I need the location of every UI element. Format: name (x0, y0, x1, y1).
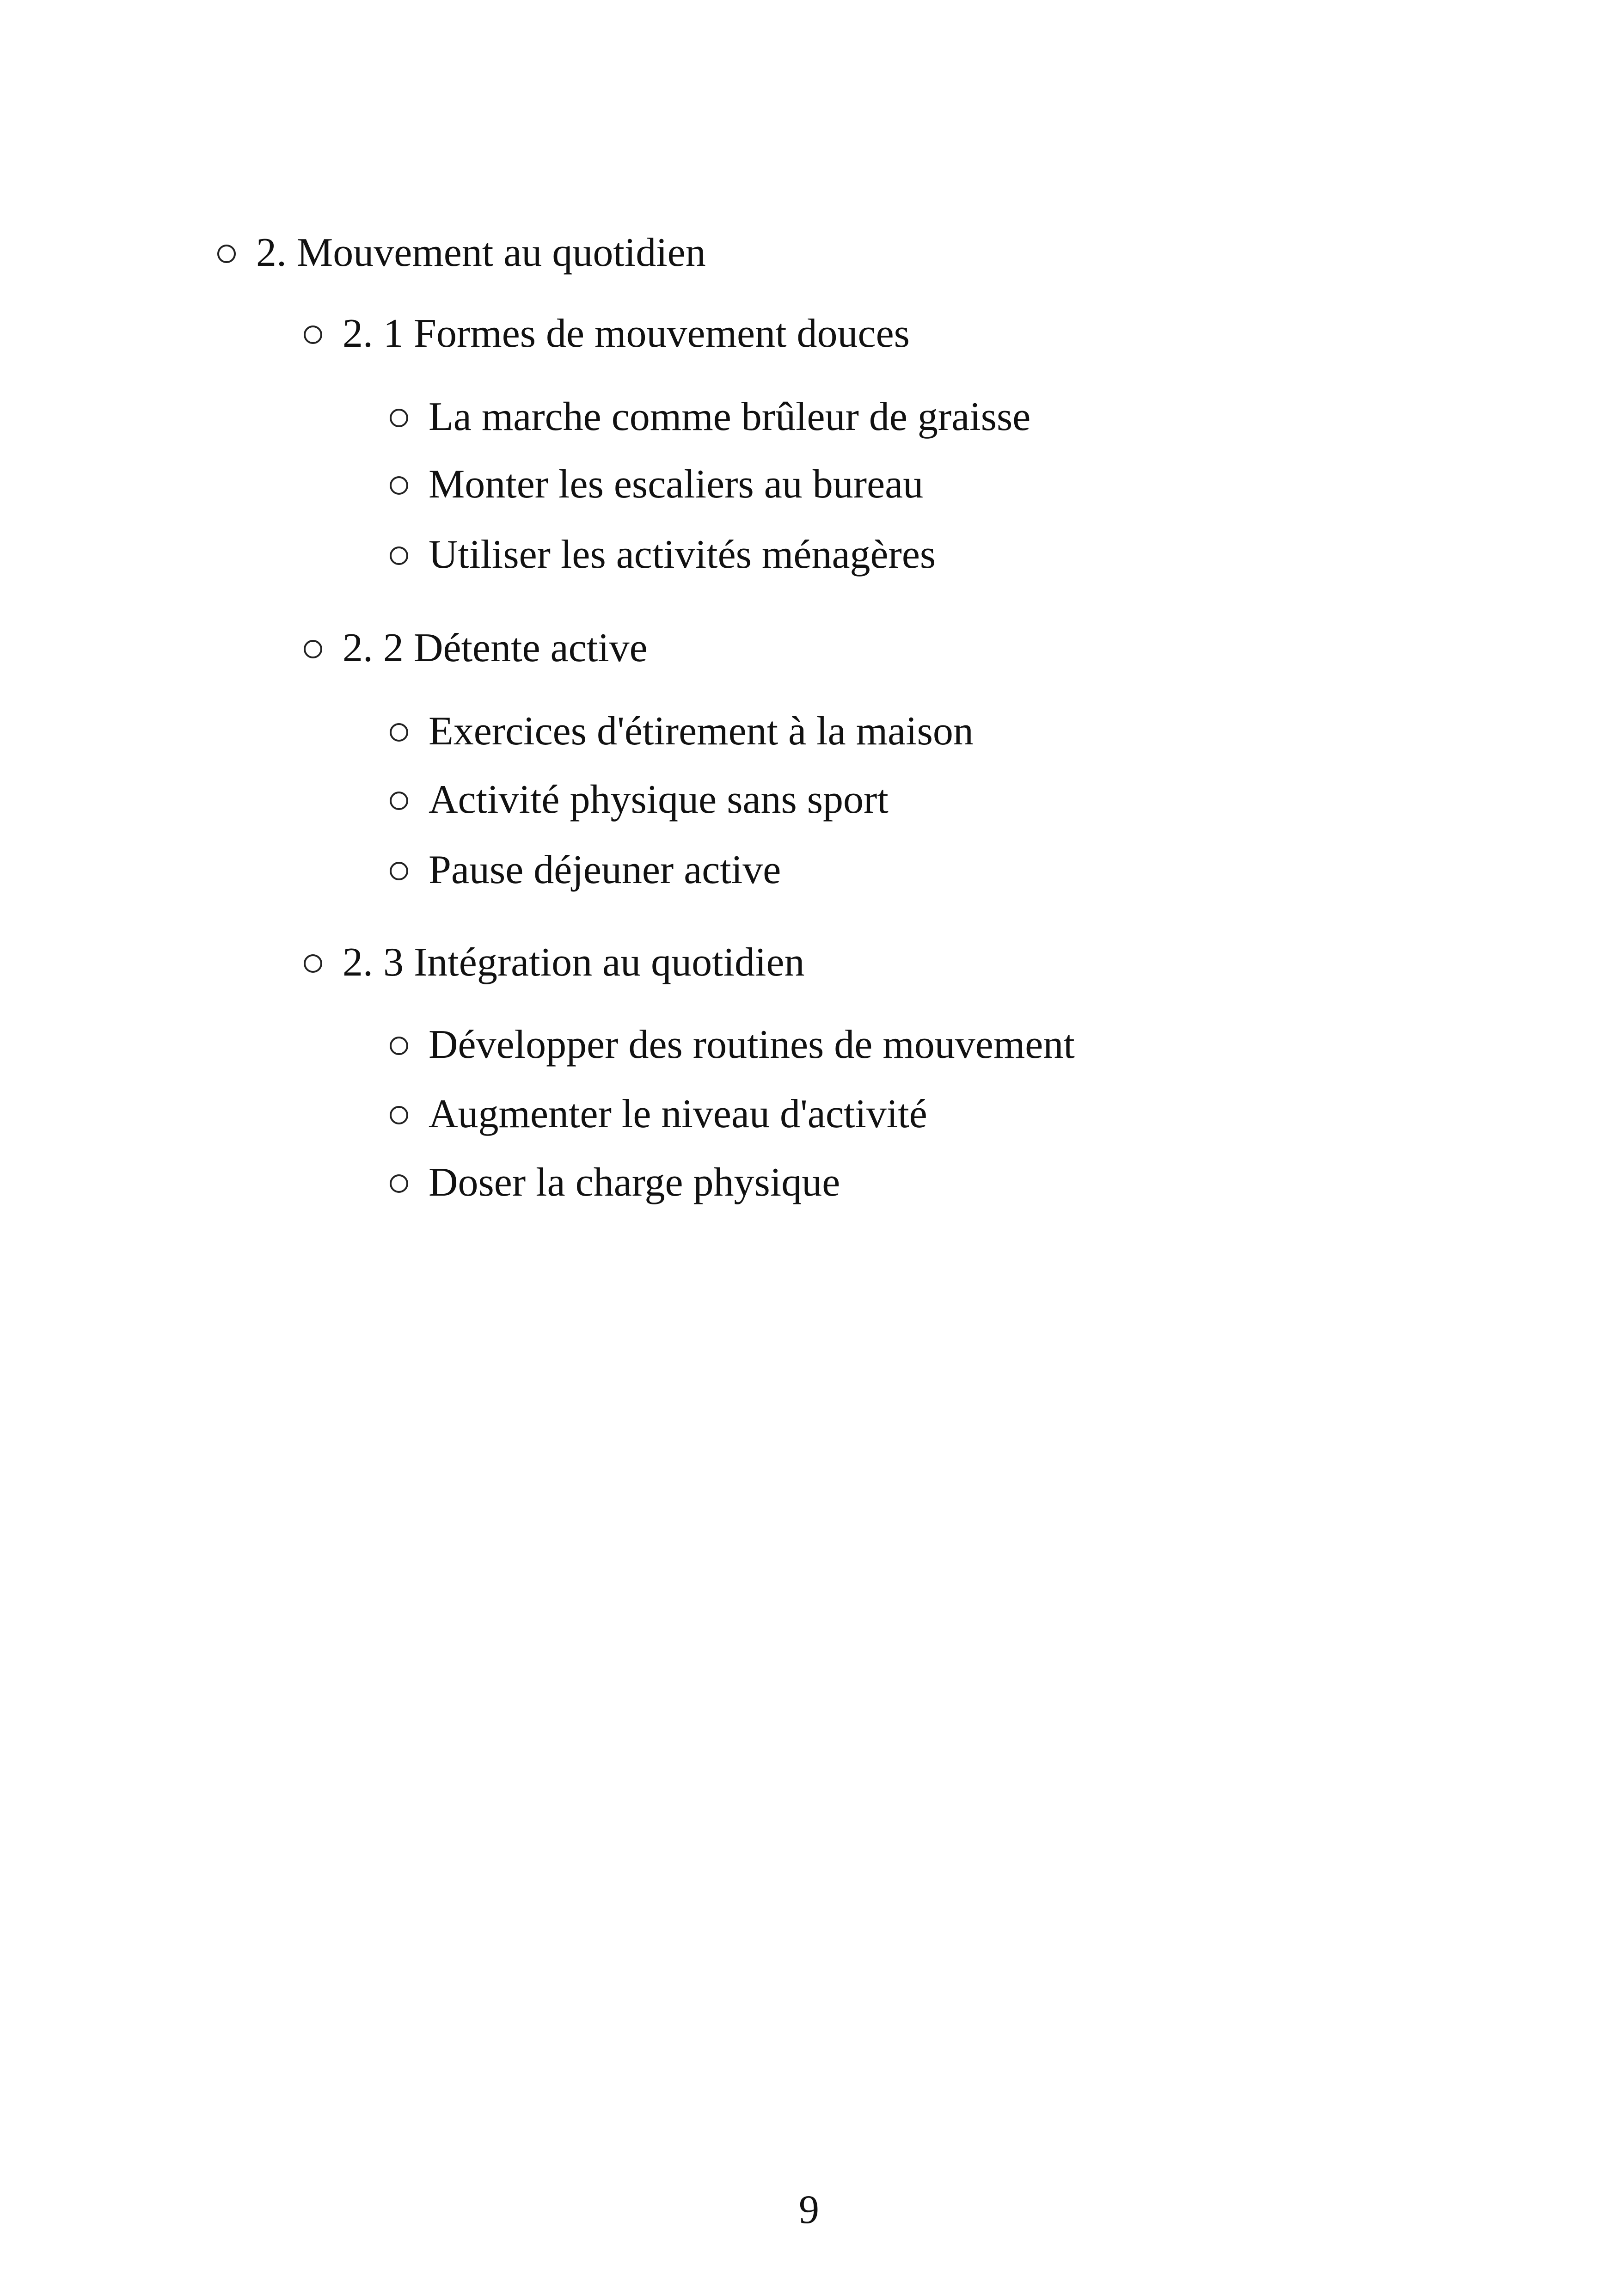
outline-item (390, 394, 1030, 440)
item-text: Utiliser les activités ménagères (429, 532, 936, 577)
circle-bullet-icon (304, 640, 322, 658)
item-text: Doser la charge physique (429, 1160, 840, 1205)
item-text: Monter les escaliers au bureau (429, 462, 924, 507)
circle-bullet-icon (390, 546, 408, 565)
circle-bullet-icon (390, 409, 408, 427)
subsection-title: 2. 1 Formes de mouvement douces (343, 311, 910, 356)
outline-subsection (304, 311, 910, 357)
outline-item (390, 461, 923, 508)
outline-item (390, 1022, 1075, 1068)
section-title: 2. Mouvement au quotidien (256, 230, 706, 275)
outline-section (217, 230, 706, 276)
circle-bullet-icon (390, 792, 408, 810)
circle-bullet-icon (390, 1174, 408, 1193)
outline-item (390, 708, 974, 755)
circle-bullet-icon (390, 1106, 408, 1124)
outline-subsection (304, 625, 648, 671)
outline-subsection (304, 939, 805, 986)
outline-item (390, 777, 889, 823)
circle-bullet-icon (304, 954, 322, 973)
circle-bullet-icon (304, 325, 322, 344)
item-text: Activité physique sans sport (429, 777, 889, 822)
outline-item (390, 847, 781, 893)
outline-item (390, 532, 936, 578)
item-text: Exercices d'étirement à la maison (429, 709, 974, 754)
subsection-title: 2. 2 Détente active (343, 626, 648, 670)
circle-bullet-icon (390, 476, 408, 495)
circle-bullet-icon (390, 862, 408, 880)
circle-bullet-icon (390, 723, 408, 742)
item-text: Développer des routines de mouvement (429, 1022, 1075, 1067)
subsection-title: 2. 3 Intégration au quotidien (343, 940, 805, 985)
item-text: Augmenter le niveau d'activité (429, 1092, 927, 1136)
item-text: Pause déjeuner active (429, 847, 781, 892)
outline-item (390, 1091, 927, 1137)
circle-bullet-icon (217, 245, 236, 263)
item-text: La marche comme brûleur de graisse (429, 394, 1031, 439)
outline-item (390, 1160, 840, 1206)
page-number: 9 (799, 2187, 819, 2232)
circle-bullet-icon (390, 1037, 408, 1055)
